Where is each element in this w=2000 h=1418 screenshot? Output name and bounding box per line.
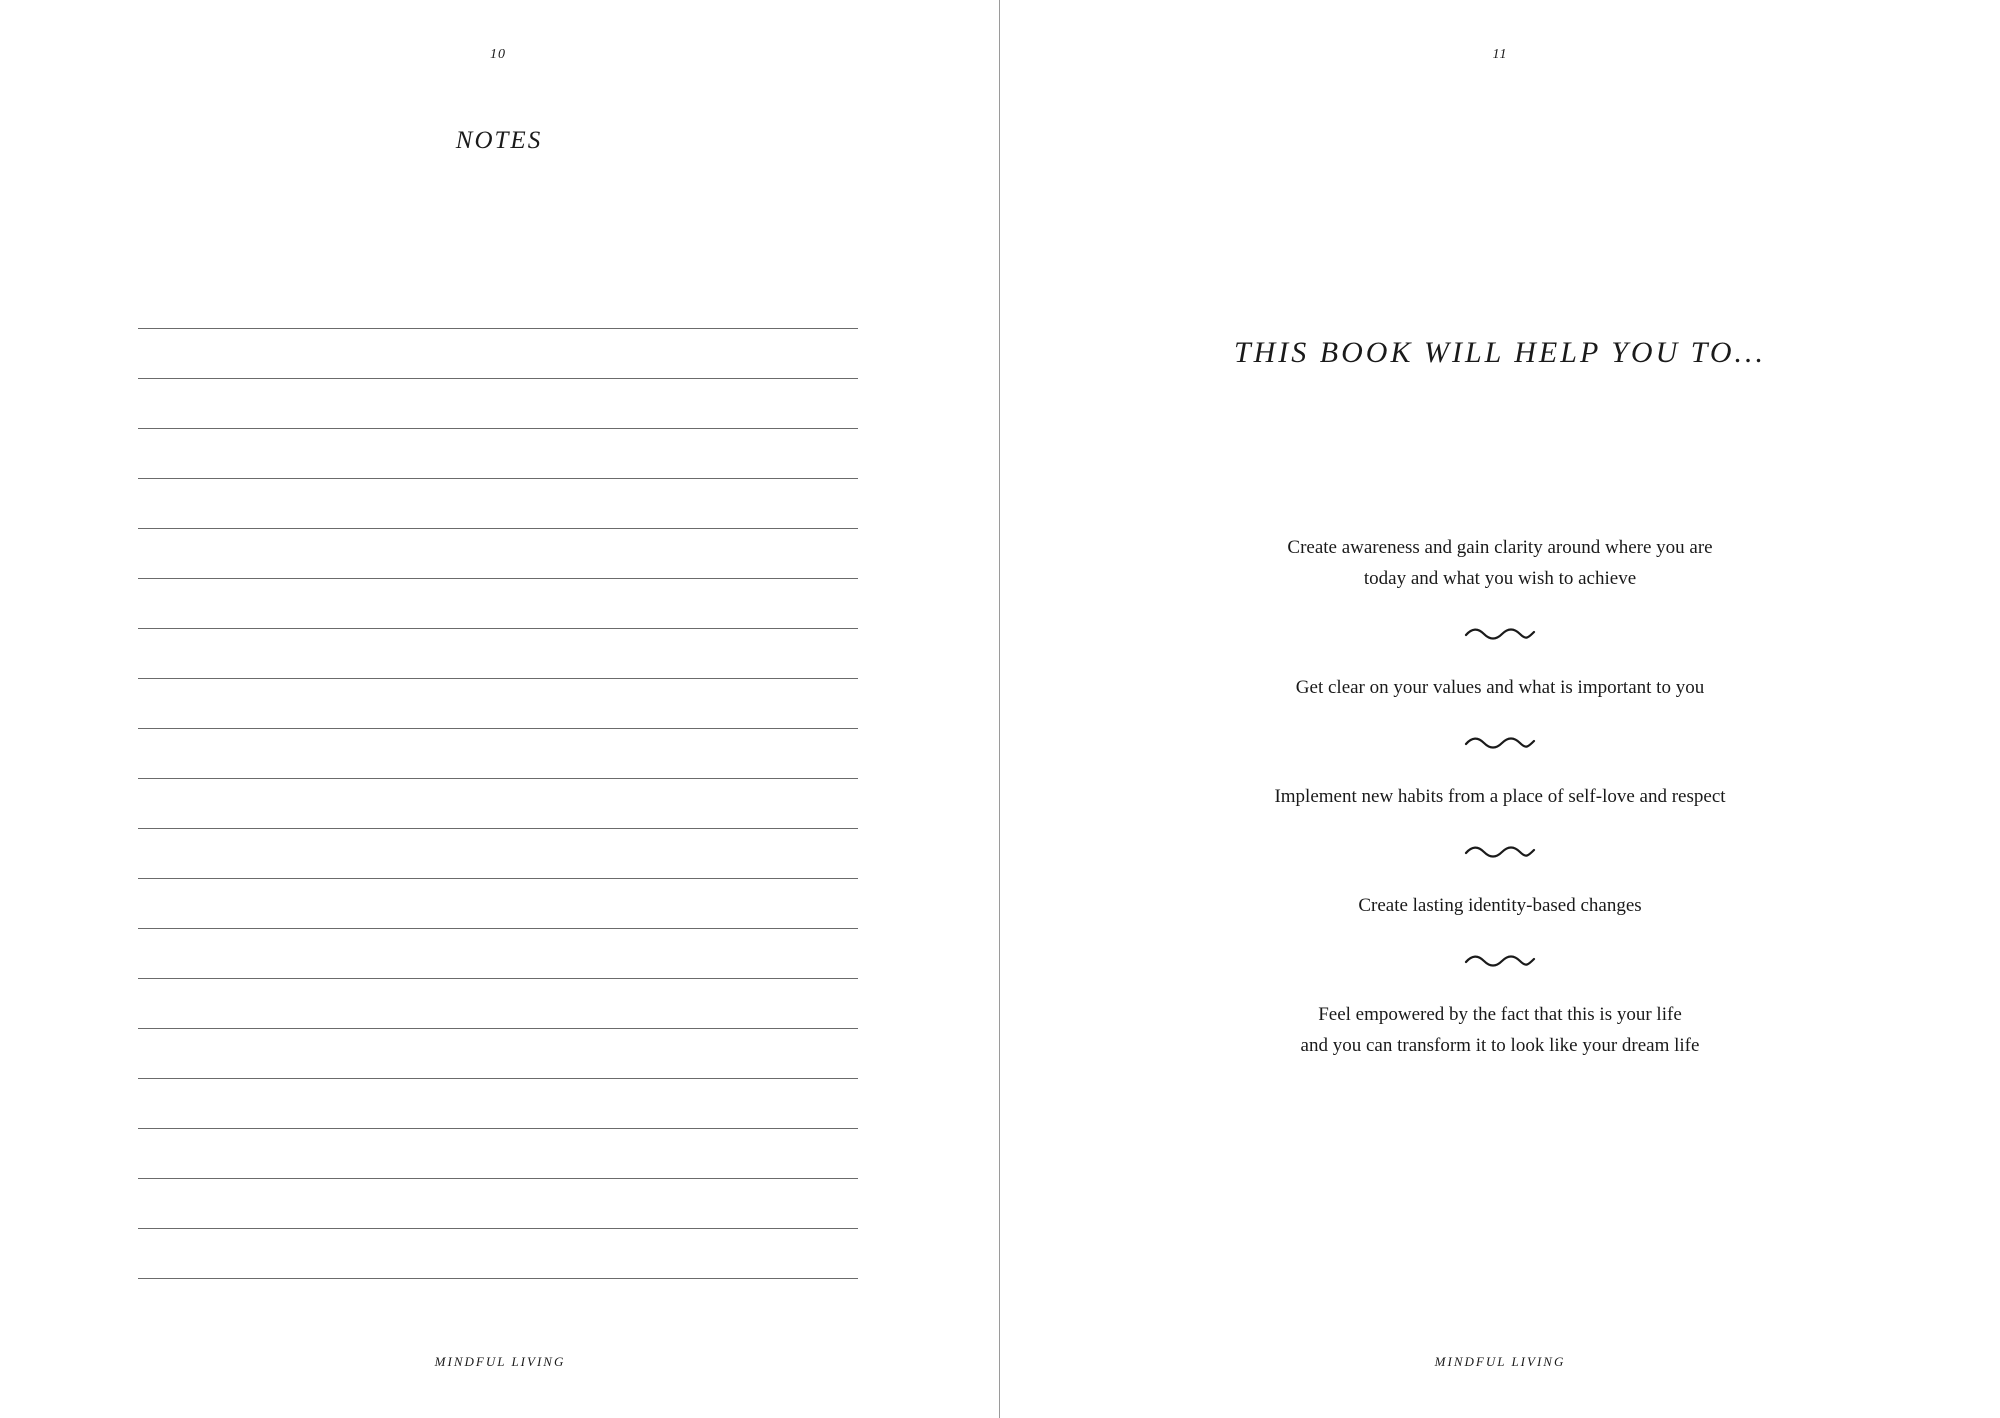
benefit-item — [1000, 781, 2000, 812]
benefit-text: Get clear on your values and what is important to you — [1295, 677, 1705, 698]
page-number-left: 10 — [490, 47, 506, 62]
separator — [1000, 921, 2000, 999]
right-page — [1000, 0, 2000, 1418]
notes-lines — [138, 328, 858, 1328]
benefit-item — [1000, 672, 2000, 703]
note-line — [138, 328, 858, 329]
note-line — [138, 728, 858, 729]
note-line — [138, 778, 858, 779]
benefit-item — [1000, 999, 2000, 1061]
note-line — [138, 1028, 858, 1029]
wave-ornament-icon — [1464, 950, 1536, 970]
wave-ornament-icon — [1464, 841, 1536, 861]
benefit-text: today and what you wish to achieve — [1363, 568, 1637, 589]
wave-ornament-icon — [1464, 623, 1536, 643]
note-line — [138, 428, 858, 429]
separator — [1000, 812, 2000, 890]
notes-title: NOTES — [455, 127, 543, 154]
benefit-text: Implement new habits from a place of self-love and respect — [1274, 786, 1726, 807]
note-line — [138, 878, 858, 879]
note-line — [138, 828, 858, 829]
note-line — [138, 1278, 858, 1279]
footer-left: MINDFUL LIVING — [434, 1354, 566, 1369]
benefits-list — [1000, 532, 2000, 1061]
help-title: THIS BOOK WILL HELP YOU TO... — [1233, 336, 1767, 369]
note-line — [138, 1078, 858, 1079]
note-line — [138, 1128, 858, 1129]
separator — [1000, 703, 2000, 781]
note-line — [138, 1178, 858, 1179]
note-line — [138, 678, 858, 679]
benefit-item — [1000, 890, 2000, 921]
note-line — [138, 928, 858, 929]
benefit-text: Create awareness and gain clarity around where you are — [1287, 537, 1713, 558]
benefit-text: Create lasting identity-based changes — [1358, 895, 1642, 916]
benefit-text: Feel empowered by the fact that this is your life — [1318, 1004, 1682, 1025]
note-line — [138, 1228, 858, 1229]
note-line — [138, 578, 858, 579]
note-line — [138, 378, 858, 379]
footer-right: MINDFUL LIVING — [1434, 1354, 1566, 1369]
page-number-right: 11 — [1492, 47, 1508, 62]
benefit-text: and you can transform it to look like your dream life — [1300, 1035, 1700, 1056]
note-line — [138, 478, 858, 479]
note-line — [138, 528, 858, 529]
separator — [1000, 594, 2000, 672]
wave-ornament-icon — [1464, 732, 1536, 752]
note-line — [138, 628, 858, 629]
benefit-item — [1000, 532, 2000, 594]
note-line — [138, 978, 858, 979]
